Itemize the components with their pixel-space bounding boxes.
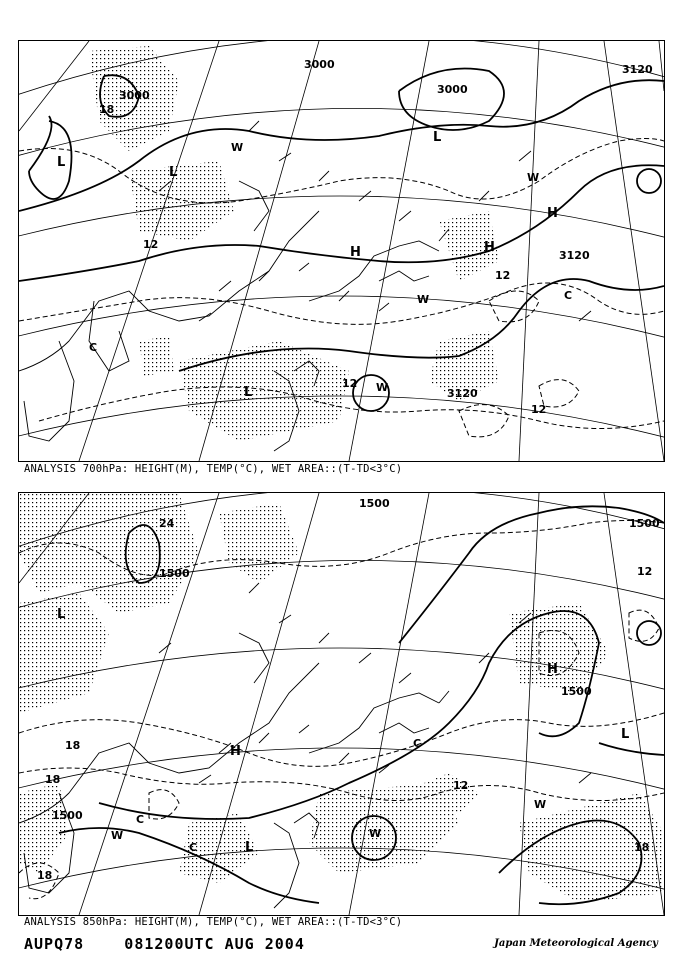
high-center: H [484, 240, 495, 255]
low-center: L [433, 130, 442, 145]
warm-center: W [369, 827, 382, 840]
caption-850hpa: ANALYSIS 850hPa: HEIGHT(M), TEMP(°C), WET AREA::(T-TD<3°C) [24, 916, 403, 928]
warm-center: W [111, 829, 124, 842]
station-plots [159, 121, 591, 321]
map-850hpa [19, 493, 664, 915]
warm-center: W [231, 141, 244, 154]
temp-label: 18 [99, 103, 115, 116]
high-center: H [547, 206, 558, 221]
warm-center: W [417, 293, 430, 306]
height-label: 1500 [52, 809, 83, 822]
low-center: L [57, 155, 66, 170]
high-center: H [547, 662, 558, 677]
height-label: 3120 [559, 249, 590, 262]
temp-label: 12 [531, 403, 547, 416]
height-label: 3120 [622, 63, 653, 76]
height-label: 3120 [447, 387, 478, 400]
low-center: L [621, 727, 630, 742]
chart-id-and-time: AUPQ78 081200UTC AUG 2004 [24, 935, 305, 953]
temp-label: 12 [495, 269, 511, 282]
cold-center: C [89, 341, 98, 354]
height-label: 1500 [359, 497, 390, 510]
temp-label: 12 [342, 377, 358, 390]
height-label: 3000 [119, 89, 150, 102]
low-center: L [245, 840, 254, 855]
low-center: L [244, 385, 253, 400]
agency-credit: Japan Meteorological Agency [494, 938, 658, 949]
temp-label: 12 [143, 238, 159, 251]
cold-center: C [564, 289, 573, 302]
height-label: 1500 [561, 685, 592, 698]
cold-center: C [136, 813, 145, 826]
height-label: 1500 [159, 567, 190, 580]
temp-label: 18 [37, 869, 53, 882]
high-center: H [350, 245, 361, 260]
temp-label: 18 [634, 841, 650, 854]
low-center: L [57, 607, 66, 622]
warm-center: W [376, 381, 389, 394]
caption-700hpa: ANALYSIS 700hPa: HEIGHT(M), TEMP(°C), WET AREA::(T-TD<3°C) [24, 463, 403, 475]
chart-700hpa [18, 40, 665, 462]
temp-label: 24 [159, 517, 175, 530]
map-700hpa [19, 41, 664, 461]
low-center: L [169, 165, 178, 180]
temp-label: 18 [65, 739, 81, 752]
cold-center: C [413, 737, 422, 750]
warm-center: W [527, 171, 540, 184]
high-center: H [230, 744, 241, 759]
temp-label: 12 [637, 565, 653, 578]
cold-center: C [189, 841, 198, 854]
temp-label: 12 [453, 779, 469, 792]
chart-850hpa [18, 492, 665, 916]
height-label: 3000 [437, 83, 468, 96]
height-label: 1500 [629, 517, 660, 530]
warm-center: W [534, 798, 547, 811]
height-label: 3000 [304, 58, 335, 71]
temp-label: 18 [45, 773, 61, 786]
